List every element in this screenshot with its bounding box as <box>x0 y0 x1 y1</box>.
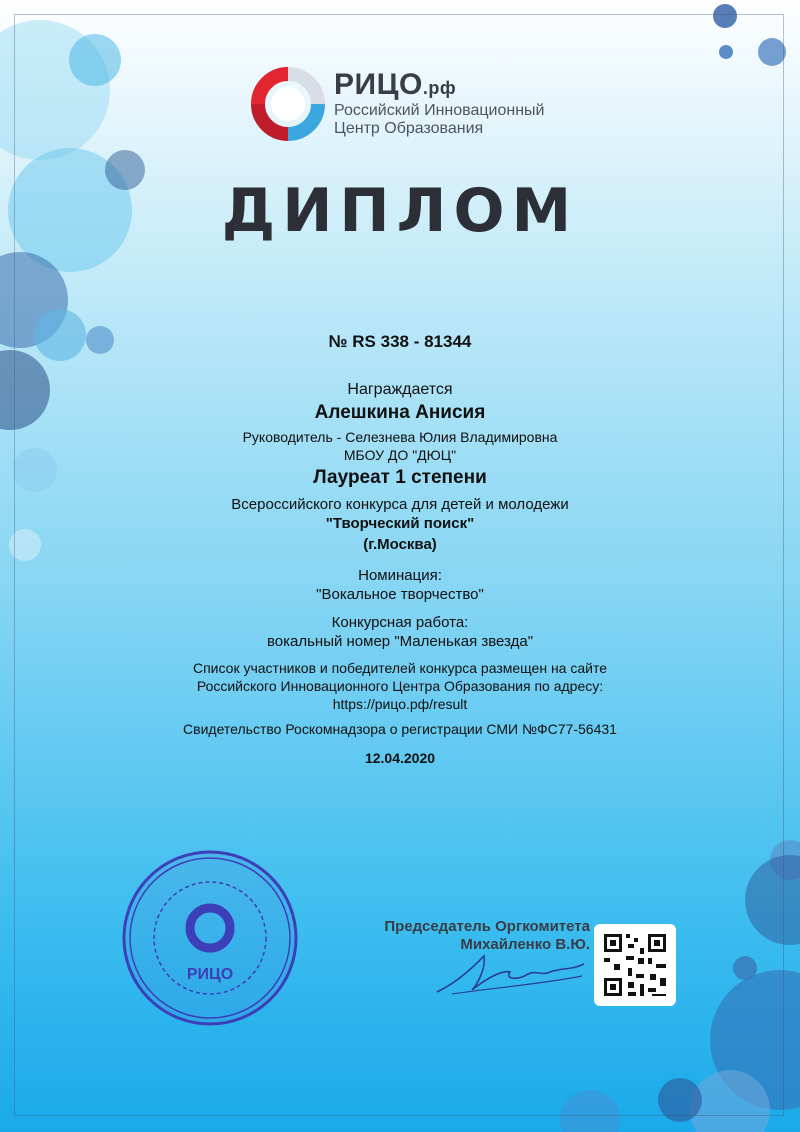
contest-city: (г.Москва) <box>363 536 437 553</box>
work-value: вокальный номер "Маленькая звезда" <box>266 633 534 650</box>
diploma-title: ДИПЛОМ <box>221 176 579 246</box>
issue-date: 12.04.2020 <box>364 750 436 766</box>
diploma-number: № RS 338 - 81344 <box>328 332 472 351</box>
handwritten-signature <box>432 950 592 1000</box>
signature-position: Председатель Оргкомитета <box>384 918 590 935</box>
logo-brand: РИЦО <box>334 68 423 101</box>
work-label: Конкурсная работа: <box>331 614 469 631</box>
awarded-label: Награждается <box>347 381 453 398</box>
award-title: Лауреат 1 степени <box>313 467 487 488</box>
info-line2: Российского Инновационного Центра Образования по адресу: <box>196 678 604 694</box>
contest-name: "Творческий поиск" <box>325 515 475 532</box>
official-seal <box>120 848 300 1028</box>
organization: МБОУ ДО "ДЮЦ" <box>343 447 457 463</box>
info-url: https://рицо.рф/result <box>332 696 468 712</box>
rico-logo-icon <box>250 66 326 142</box>
registration-info: Свидетельство Роскомнадзора о регистрации СМИ №ФС77-56431 <box>183 721 617 737</box>
supervisor: Руководитель - Селезнева Юлия Владимировна <box>242 429 558 445</box>
nomination-label: Номинация: <box>358 567 442 584</box>
logo-brand-suffix: .рф <box>422 78 457 98</box>
logo-subtitle-line2: Центр Образования <box>334 120 484 137</box>
logo-subtitle-line1: Российский Инновационный <box>334 102 545 119</box>
seal-graphic <box>120 848 300 1028</box>
signature-block <box>340 918 590 954</box>
nomination-value: "Вокальное творчество" <box>316 586 484 603</box>
qr-code[interactable] <box>594 924 676 1006</box>
signature-name: Михайленко В.Ю. <box>460 936 590 953</box>
info-line1: Список участников и победителей конкурса размещен на сайте <box>192 660 607 676</box>
contest-type: Всероссийского конкурса для детей и молодежи <box>231 496 569 513</box>
qr-code-icon <box>594 924 676 1006</box>
recipient-name: Алешкина Анисия <box>314 402 486 423</box>
rico-logo <box>250 66 570 146</box>
seal-center-text: РИЦО <box>186 966 234 983</box>
